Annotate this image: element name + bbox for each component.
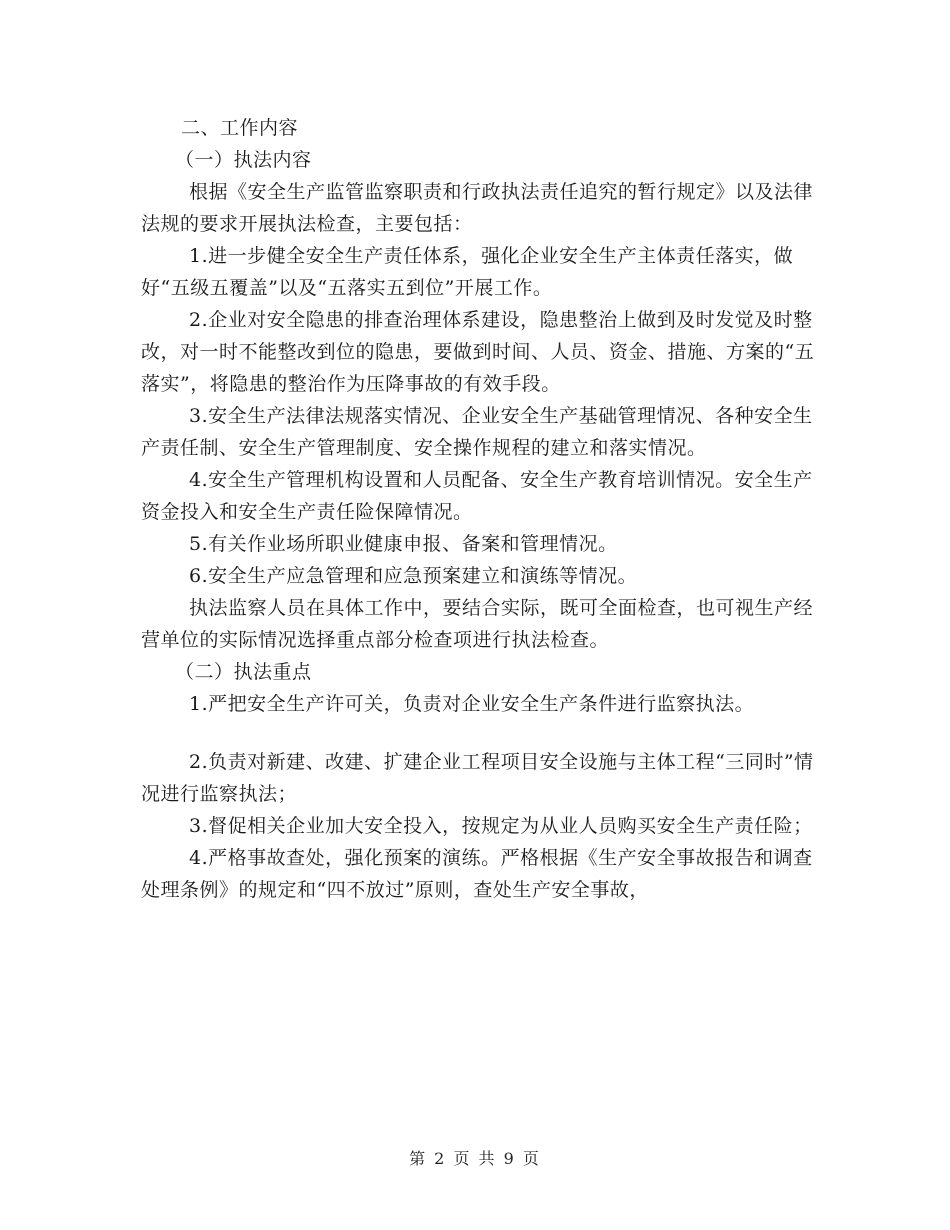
list-item: 5.有关作业场所职业健康申报、备案和管理情况。	[189, 533, 618, 555]
paragraph: 执法监察人员在具体工作中，要结合实际，既可全面检查，也可视生产经营单位的实际情况选择重点部分检查项进行执法检查。	[141, 597, 814, 651]
list-item: 4.安全生产管理机构设置和人员配备、安全生产教育培训情况。安全生产资金投入和安全生产责任险保障情况。	[141, 469, 813, 523]
subsection-heading: （二）执法重点	[175, 661, 312, 683]
list-item: 4.严格事故查处，强化预案的演练。严格根据《生产安全事故报告和调查处理条例》的规定和“四不放过”原则，查处生产安全事故，	[141, 847, 813, 901]
list-item: 2.企业对安全隐患的排查治理体系建设，隐患整治上做到及时发觉及时整改，对一时不能整改到位的隐患，要做到时间、人员、资金、措施、方案的“五落实”，将隐患的整治作为压降事故的有效手段。	[141, 309, 815, 395]
list-item: 1.严把安全生产许可关，负责对企业安全生产条件进行监察执法。	[189, 693, 755, 715]
list-item: 6.安全生产应急管理和应急预案建立和演练等情况。	[189, 565, 638, 587]
subsection-heading: （一）执法内容	[175, 149, 312, 171]
document-body	[141, 112, 821, 906]
section-heading: 二、工作内容	[181, 117, 299, 139]
page-number-footer: 第 2 页 共 9 页	[409, 1149, 541, 1168]
list-item: 2.负责对新建、改建、扩建企业工程项目安全设施与主体工程“三同时”情况进行监察执法；	[141, 751, 814, 805]
paragraph: 根据《安全生产监管监察职责和行政执法责任追究的暂行规定》以及法律法规的要求开展执法检查，主要包括：	[141, 181, 814, 235]
list-item: 1.进一步健全安全生产责任体系，强化企业安全生产主体责任落实，做好“五级五覆盖”以及“五落实五到位”开展工作。	[141, 245, 794, 299]
list-item: 3.督促相关企业加大安全投入，按规定为从业人员购买安全生产责任险；	[189, 815, 813, 837]
list-item: 3.安全生产法律法规落实情况、企业安全生产基础管理情况、各种安全生产责任制、安全生产管理制度、安全操作规程的建立和落实情况。	[141, 405, 813, 459]
